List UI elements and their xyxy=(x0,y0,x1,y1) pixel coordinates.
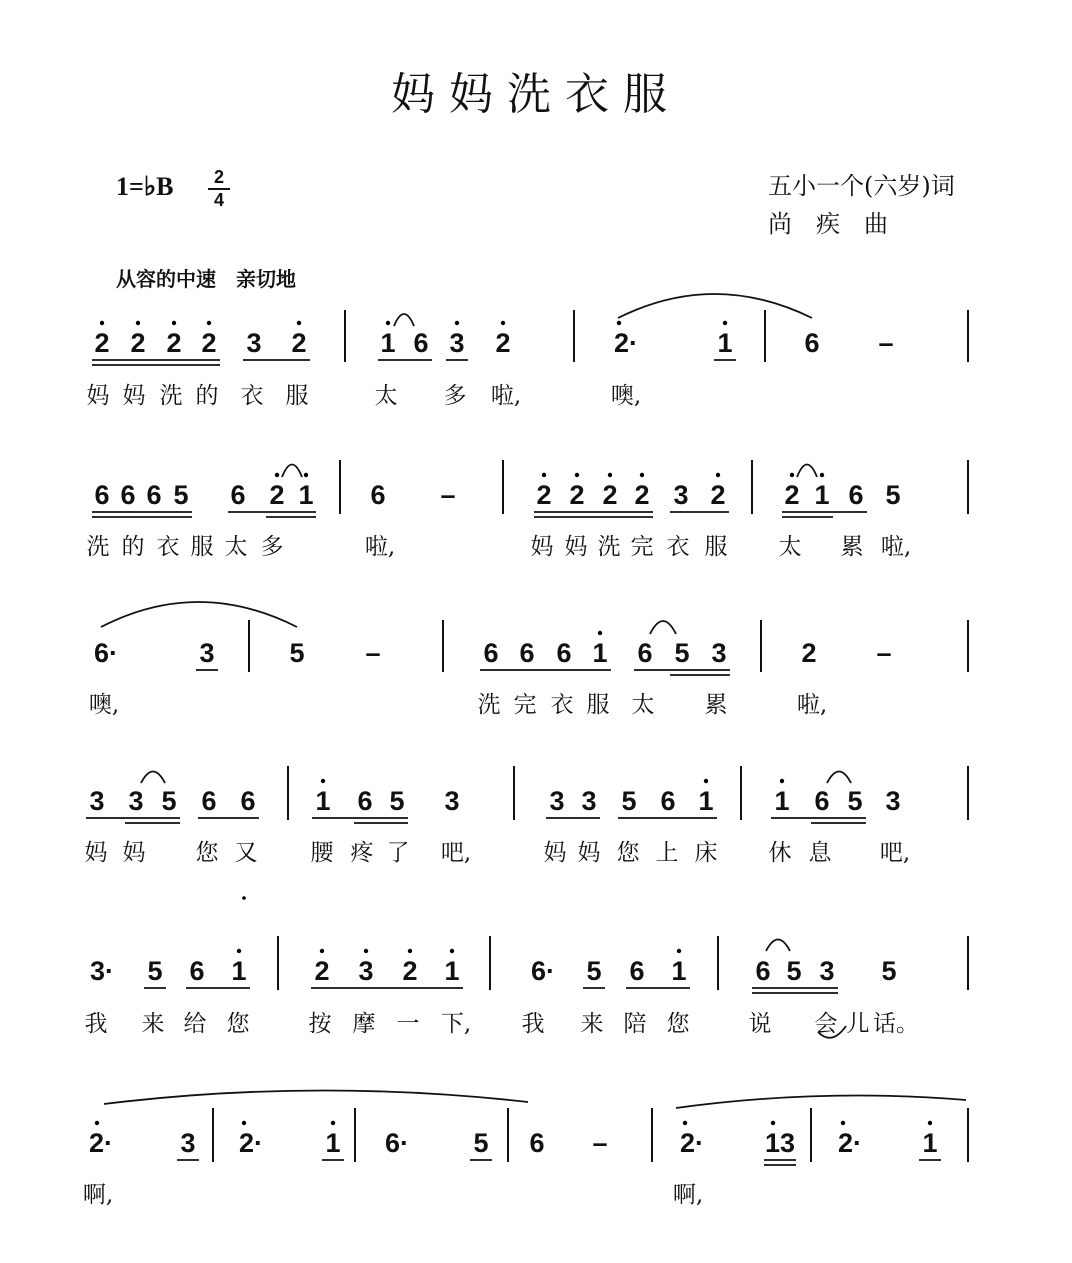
note: 6 xyxy=(804,328,820,358)
lyricist-credit: 五小一个(六岁)词 xyxy=(768,172,955,200)
note: 6 xyxy=(201,786,217,816)
note: 6 xyxy=(848,480,864,510)
note: 1 xyxy=(774,786,790,816)
note: 1 xyxy=(231,956,247,986)
octave-dots xyxy=(95,1121,932,1125)
note: 5 xyxy=(173,480,189,510)
lyric: 您 xyxy=(195,840,219,866)
lyric: 摩 xyxy=(352,1011,376,1037)
barlines xyxy=(249,620,968,672)
lyric: 完 xyxy=(513,692,537,718)
lyric: 啦, xyxy=(364,534,396,560)
composer-credit: 尚 疾 曲 xyxy=(768,210,888,238)
score-row-3 xyxy=(89,602,968,718)
lyric: 妈 xyxy=(84,840,108,866)
lyric: 太 xyxy=(374,383,398,409)
lyric: 话。 xyxy=(873,1011,919,1037)
note: 6· xyxy=(530,956,556,986)
lyric: 妈 xyxy=(577,840,601,866)
note: 1 xyxy=(671,956,687,986)
lyric: 噢, xyxy=(88,692,120,718)
lyric: 妈 xyxy=(122,383,146,409)
note: 2· xyxy=(88,1128,114,1158)
note: 3 xyxy=(581,786,597,816)
note: 6 xyxy=(146,480,162,510)
barlines xyxy=(340,460,968,514)
lyric: 服 xyxy=(190,534,214,560)
lyric: 累 xyxy=(840,534,864,560)
note: 2 xyxy=(201,328,217,358)
note: 3 xyxy=(180,1128,196,1158)
note: 6 xyxy=(370,480,386,510)
note: 2 xyxy=(402,956,418,986)
note: 1 xyxy=(298,480,314,510)
note: 6 xyxy=(120,480,136,510)
lyric: 妈 xyxy=(530,534,554,560)
note: 6· xyxy=(384,1128,410,1158)
octave-dots xyxy=(321,779,784,783)
note: 2 xyxy=(602,480,618,510)
note: 6 xyxy=(483,638,499,668)
octave-dots xyxy=(237,949,681,953)
lyric: 又 xyxy=(234,840,258,866)
note: 1 xyxy=(444,956,460,986)
lyric: 息 xyxy=(808,840,832,866)
time-signature-bottom: 4 xyxy=(213,190,224,210)
lyric: 来 xyxy=(141,1011,165,1037)
lyric: 太 xyxy=(631,692,655,718)
note: 2 xyxy=(634,480,650,510)
lyric: 啊, xyxy=(672,1182,704,1208)
lyric: 按 xyxy=(308,1011,332,1037)
note: 13 xyxy=(764,1128,796,1158)
note: 3 xyxy=(449,328,465,358)
underlines xyxy=(92,465,867,518)
lyric: 衣 xyxy=(240,383,264,409)
lyric: 洗 xyxy=(477,692,501,718)
note: 2 xyxy=(536,480,552,510)
note: 3 xyxy=(199,638,215,668)
lyric: 休 xyxy=(768,840,792,866)
lyric: 洗 xyxy=(597,534,621,560)
note: 1 xyxy=(717,328,733,358)
lyric: 啊, xyxy=(82,1182,114,1208)
lyric: 说 xyxy=(748,1011,772,1037)
note: 6 xyxy=(240,786,256,816)
note: 3 xyxy=(444,786,460,816)
note: 6 xyxy=(357,786,373,816)
lyric: 啦, xyxy=(490,383,522,409)
lyric: 洗 xyxy=(86,534,110,560)
lyric: 陪 xyxy=(623,1011,647,1037)
note: 3 xyxy=(246,328,262,358)
note: 1 xyxy=(315,786,331,816)
note: 1 xyxy=(814,480,830,510)
lyric: 腰 xyxy=(310,840,334,866)
lyric: 妈 xyxy=(564,534,588,560)
note: 2· xyxy=(613,328,639,358)
score-row-6 xyxy=(83,1090,968,1208)
note: 6 xyxy=(189,956,205,986)
score-row-5 xyxy=(85,896,969,1038)
lyric: 我 xyxy=(84,1011,108,1037)
lyric: 床 xyxy=(694,840,718,866)
octave-dots xyxy=(275,473,824,477)
note: 2· xyxy=(837,1128,863,1158)
tempo-marking: 从容的中速 亲切地 xyxy=(116,267,296,291)
note: 5 xyxy=(885,480,901,510)
lyric: 疼 xyxy=(350,840,374,866)
lyric: 我 xyxy=(521,1011,545,1037)
note: 6 xyxy=(413,328,429,358)
note: 2 xyxy=(710,480,726,510)
lyric: 啦, xyxy=(880,534,912,560)
note: 5 xyxy=(161,786,177,816)
note: 5 xyxy=(786,956,802,986)
note: 2 xyxy=(291,328,307,358)
lyric: 服 xyxy=(704,534,728,560)
note: – xyxy=(440,480,456,510)
lyric: 儿 xyxy=(846,1011,870,1037)
note: 2 xyxy=(94,328,110,358)
note: 3 xyxy=(885,786,901,816)
time-signature-top: 2 xyxy=(213,167,224,187)
note: 5 xyxy=(881,956,897,986)
note: 5 xyxy=(473,1128,489,1158)
note: 3 xyxy=(673,480,689,510)
lyric: 的 xyxy=(121,534,145,560)
note: 3 xyxy=(89,786,105,816)
lyric: 您 xyxy=(666,1011,690,1037)
note: 2 xyxy=(569,480,585,510)
note: 6· xyxy=(93,638,119,668)
note: 2· xyxy=(238,1128,264,1158)
barlines xyxy=(345,310,968,362)
lyric: 上 xyxy=(655,840,679,866)
note: 1 xyxy=(698,786,714,816)
lyric: 的 xyxy=(195,383,219,409)
note: 5 xyxy=(586,956,602,986)
note: 6 xyxy=(814,786,830,816)
note: 3· xyxy=(89,956,115,986)
score-row-1 xyxy=(87,294,969,409)
note: 3 xyxy=(711,638,727,668)
note: 6 xyxy=(629,956,645,986)
lyric: 妈 xyxy=(543,840,567,866)
lyric: 完 xyxy=(630,534,654,560)
note: 3 xyxy=(819,956,835,986)
lyric: 洗 xyxy=(159,383,183,409)
lyric: 您 xyxy=(616,840,640,866)
stray-mark xyxy=(242,896,246,900)
note: 5 xyxy=(289,638,305,668)
lyric: 妈 xyxy=(122,840,146,866)
lyric: 给 xyxy=(183,1011,207,1037)
lyric: 下, xyxy=(440,1011,472,1037)
note: 1 xyxy=(922,1128,938,1158)
note: – xyxy=(876,638,892,668)
lyric: 妈 xyxy=(86,383,110,409)
lyric: 一 xyxy=(396,1011,420,1037)
note: 3 xyxy=(358,956,374,986)
note: 2 xyxy=(314,956,330,986)
note: 2 xyxy=(784,480,800,510)
lyric: 服 xyxy=(586,692,610,718)
lyric: 来 xyxy=(580,1011,604,1037)
note: 6 xyxy=(637,638,653,668)
note: 6 xyxy=(230,480,246,510)
note: 1 xyxy=(325,1128,341,1158)
lyric: 衣 xyxy=(666,534,690,560)
note: 6 xyxy=(755,956,771,986)
note: 5 xyxy=(621,786,637,816)
lyric: 您 xyxy=(226,1011,250,1037)
song-title: 妈妈洗衣服 xyxy=(391,69,681,120)
note: 2 xyxy=(166,328,182,358)
note: 2 xyxy=(495,328,511,358)
note: 6 xyxy=(660,786,676,816)
score-row-4 xyxy=(85,766,969,866)
lyric: 噢, xyxy=(610,383,642,409)
note: 5 xyxy=(847,786,863,816)
lyric: 多 xyxy=(260,534,284,560)
note: 2 xyxy=(269,480,285,510)
lyric: 衣 xyxy=(156,534,180,560)
lyric: 吧, xyxy=(440,840,472,866)
note: 6 xyxy=(94,480,110,510)
note: 5 xyxy=(674,638,690,668)
note: 6 xyxy=(529,1128,545,1158)
octave-dots xyxy=(598,631,602,635)
note: 5 xyxy=(389,786,405,816)
lyric: 会 xyxy=(814,1011,838,1037)
key-signature: 1=♭B xyxy=(116,172,174,201)
underlines xyxy=(101,602,730,675)
lyric: 服 xyxy=(285,383,309,409)
lyric: 多 xyxy=(443,383,467,409)
note: 1 xyxy=(380,328,396,358)
lyric: 太 xyxy=(778,534,802,560)
lyric: 累 xyxy=(704,692,728,718)
note: 3 xyxy=(128,786,144,816)
note: 2· xyxy=(679,1128,705,1158)
note: 2 xyxy=(130,328,146,358)
barlines xyxy=(278,936,968,990)
lyric: 了 xyxy=(386,840,410,866)
note: – xyxy=(592,1128,608,1158)
note: 1 xyxy=(592,638,608,668)
lyric: 太 xyxy=(224,534,248,560)
note: – xyxy=(365,638,381,668)
lyric: 啦, xyxy=(796,692,828,718)
note: 6 xyxy=(556,638,572,668)
score-row-2 xyxy=(87,460,969,560)
note: 3 xyxy=(549,786,565,816)
note: 2 xyxy=(801,638,817,668)
lyric: 吧, xyxy=(879,840,911,866)
lyric: 衣 xyxy=(550,692,574,718)
note: 6 xyxy=(519,638,535,668)
note: 5 xyxy=(147,956,163,986)
note: – xyxy=(878,328,894,358)
